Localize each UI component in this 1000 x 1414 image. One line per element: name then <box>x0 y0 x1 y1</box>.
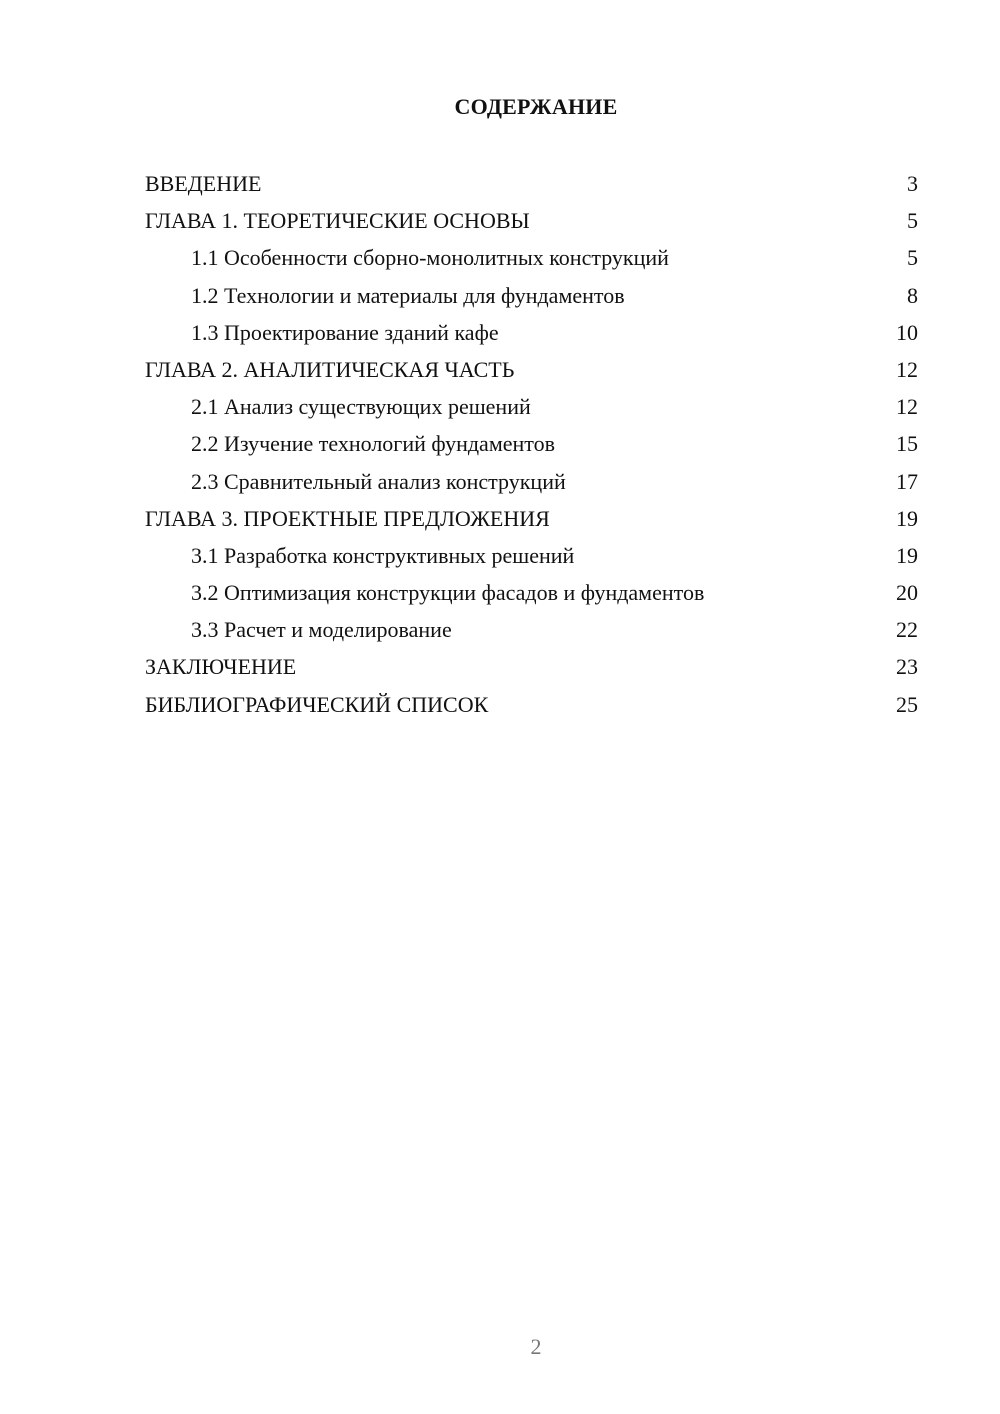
toc-entry[interactable] <box>145 467 918 504</box>
toc-entry-label: ГЛАВА 2. АНАЛИТИЧЕСКАЯ ЧАСТЬ <box>145 356 515 382</box>
toc-entry-page: 25 <box>896 691 918 717</box>
toc-entry[interactable] <box>145 243 918 280</box>
toc-entry[interactable] <box>145 355 918 392</box>
toc-entry-label: ЗАКЛЮЧЕНИЕ <box>145 654 297 680</box>
toc-entry-page: 10 <box>896 319 918 345</box>
toc-entry-page: 12 <box>896 394 918 420</box>
toc-entry-label: 1.3 Проектирование зданий кафе <box>191 319 499 345</box>
toc-entry[interactable] <box>145 392 918 429</box>
toc-entry[interactable] <box>145 429 918 466</box>
toc-entry[interactable] <box>145 281 918 318</box>
toc-entry[interactable] <box>145 652 918 689</box>
toc-entry-label: ГЛАВА 1. ТЕОРЕТИЧЕСКИЕ ОСНОВЫ <box>145 208 530 234</box>
toc-entry[interactable] <box>145 504 918 541</box>
toc-entry-page: 20 <box>896 580 918 606</box>
table-of-contents <box>145 169 918 727</box>
toc-entry[interactable] <box>145 578 918 615</box>
page-title: СОДЕРЖАНИЕ <box>454 94 618 119</box>
toc-entry-page: 12 <box>896 356 918 382</box>
toc-entry-label: 3.3 Расчет и моделирование <box>191 617 452 643</box>
toc-entry-label: 3.1 Разработка конструктивных решений <box>191 542 575 568</box>
toc-entry-label: 2.3 Сравнительный анализ конструкций <box>191 468 566 494</box>
toc-entry[interactable] <box>145 615 918 652</box>
toc-entry[interactable] <box>145 206 918 243</box>
toc-entry-page: 5 <box>907 245 918 271</box>
toc-entry[interactable] <box>145 318 918 355</box>
toc-entry-label: 2.2 Изучение технологий фундаментов <box>191 431 555 457</box>
toc-entry-label: 2.1 Анализ существующих решений <box>191 394 531 420</box>
toc-entry-page: 8 <box>907 282 918 308</box>
toc-entry-page: 3 <box>907 171 918 196</box>
page-number: 2 <box>530 1334 542 1359</box>
toc-entry-label: БИБЛИОГРАФИЧЕСКИЙ СПИСОК <box>145 691 489 717</box>
toc-entry-page: 19 <box>896 542 918 568</box>
toc-entry-label: ВВЕДЕНИЕ <box>145 171 262 196</box>
toc-entry[interactable] <box>145 169 918 206</box>
toc-entry-page: 23 <box>896 654 918 680</box>
toc-entry-page: 17 <box>896 468 918 494</box>
toc-entry-page: 19 <box>896 505 918 531</box>
toc-entry-page: 5 <box>907 208 918 234</box>
toc-entry-label: ГЛАВА 3. ПРОЕКТНЫЕ ПРЕДЛОЖЕНИЯ <box>145 505 550 531</box>
toc-entry[interactable] <box>145 690 918 727</box>
toc-entry-page: 15 <box>896 431 918 457</box>
toc-entry-page: 22 <box>896 617 918 643</box>
toc-entry-label: 3.2 Оптимизация конструкции фасадов и фундаментов <box>191 580 705 606</box>
toc-entry-label: 1.2 Технологии и материалы для фундаментов <box>191 282 625 308</box>
toc-entry[interactable] <box>145 541 918 578</box>
toc-entry-label: 1.1 Особенности сборно-монолитных конструкций <box>191 245 669 271</box>
